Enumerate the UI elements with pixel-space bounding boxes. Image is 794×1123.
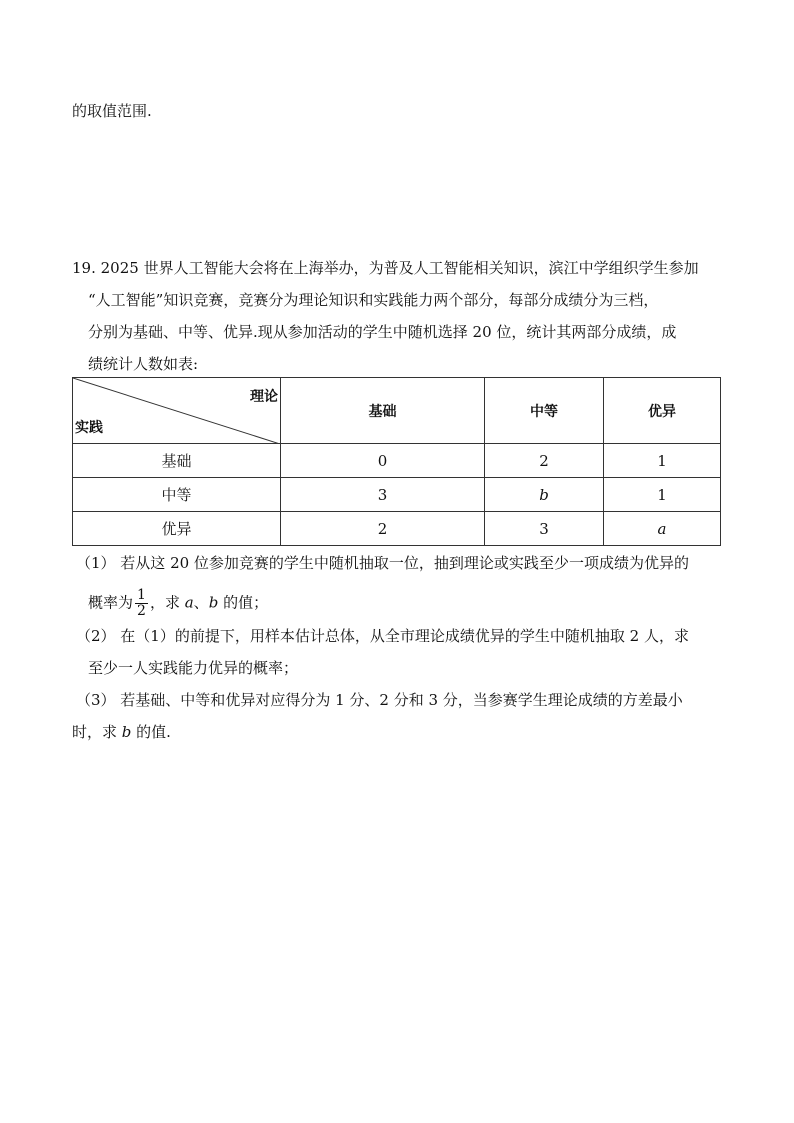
corner-label-practice: 实践 [75, 420, 103, 436]
q19-stem-line-2: “人工智能”知识竞赛，竞赛分为理论知识和实践能力两个部分，每部分成绩分为三档， [88, 291, 659, 309]
corner-label-theory: 理论 [250, 389, 278, 405]
q19-stem-line-4: 绩统计人数如表: [88, 355, 199, 373]
part2-line-1: （2） 在（1）的前提下，用样本估计总体，从全市理论成绩优异的学生中随机抽取 2 人，求 [76, 627, 689, 645]
table-row [73, 512, 721, 546]
table-cell: 0 [281, 444, 485, 478]
row-label: 基础 [73, 444, 281, 478]
fraction-denominator: 2 [137, 603, 146, 619]
table-cell: 3 [485, 512, 604, 546]
q19-stem-line-1: 19. 2025 世界人工智能大会将在上海举办，为普及人工智能相关知识，滨江中学组织学生参加 [72, 259, 699, 277]
column-header-medium: 中等 [485, 378, 604, 444]
fraction-one-half [135, 588, 148, 619]
part3-text: 时，求 [72, 723, 122, 741]
part3-line-2 [72, 722, 171, 742]
part3-line-1: （3） 若基础、中等和优异对应得分为 1 分、2 分和 3 分，当参赛学生理论成绩的方差最小 [76, 691, 683, 709]
part1-text: 的值； [218, 593, 269, 612]
fraction-numerator: 1 [137, 587, 146, 603]
table-cell: 1 [604, 478, 721, 512]
variable-a: a [184, 593, 194, 612]
column-header-excellent: 优异 [604, 378, 721, 444]
row-label: 中等 [73, 478, 281, 512]
table-cell: b [485, 478, 604, 512]
part3-text: 的值. [131, 723, 171, 741]
table-corner-cell [73, 378, 281, 444]
part2-line-2: 至少一人实践能力优异的概率； [88, 659, 299, 677]
table-cell: 2 [485, 444, 604, 478]
column-header-basic: 基础 [281, 378, 485, 444]
table-row [73, 444, 721, 478]
part1-text: ，求 [149, 593, 185, 612]
variable-b: b [121, 723, 132, 741]
table-header-row [73, 378, 721, 444]
diagonal-divider [73, 378, 280, 444]
part1-text: 、 [193, 593, 209, 612]
table-cell: 1 [604, 444, 721, 478]
previous-question-tail: 的取值范围. [72, 102, 152, 120]
table-cell: 2 [281, 512, 485, 546]
table-row [73, 478, 721, 512]
variable-b: b [208, 593, 219, 612]
part1-line-2 [88, 588, 268, 619]
row-label: 优异 [73, 512, 281, 546]
table-cell: 3 [281, 478, 485, 512]
q19-stem-line-3: 分别为基础、中等、优异.现从参加活动的学生中随机选择 20 位，统计其两部分成绩，成 [88, 323, 677, 341]
table-cell: a [604, 512, 721, 546]
score-table [72, 377, 721, 546]
part1-text: 概率为 [88, 593, 134, 612]
part1-line-1: （1） 若从这 20 位参加竞赛的学生中随机抽取一位，抽到理论或实践至少一项成绩为优异的 [76, 554, 689, 572]
